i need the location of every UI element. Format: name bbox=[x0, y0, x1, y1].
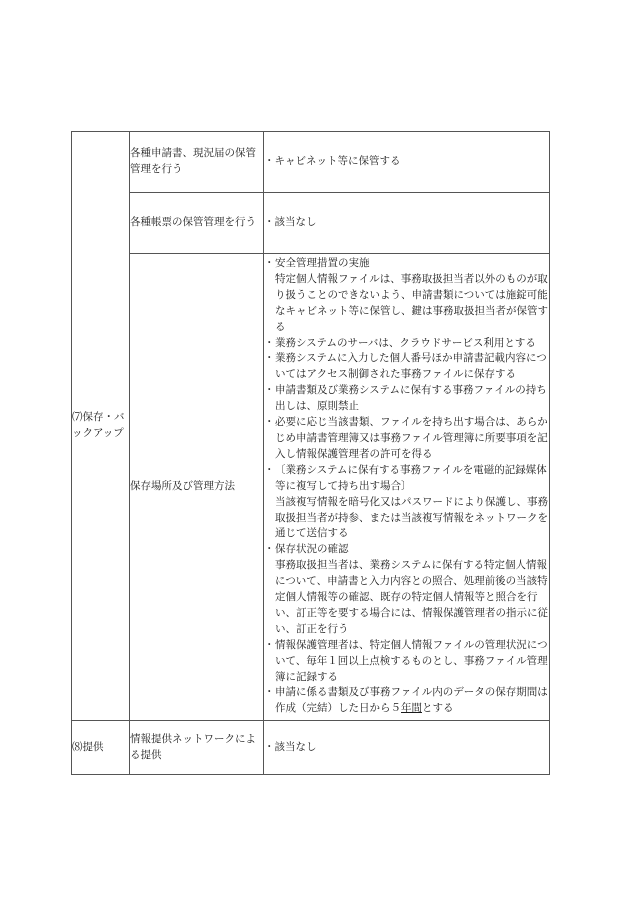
item-label: 情報提供ネットワークによる提供 bbox=[130, 732, 256, 761]
list-item: ・ 業務システムのサーバは、クラウドサービス利用とする bbox=[264, 336, 536, 349]
category-storage-backup bbox=[72, 132, 130, 721]
underlined-term: 年間 bbox=[401, 702, 422, 715]
list-item: ・ 情報保護管理者は、特定個人情報ファイルの管理状況について、毎年１回以上点検するものとし、事務ファイル管理簿に記録する bbox=[264, 638, 548, 683]
item-label: 各種申請書、現況届の保管管理を行う bbox=[130, 147, 256, 175]
content-cell bbox=[264, 193, 550, 254]
item-cell bbox=[130, 721, 264, 775]
content-text: ・該当なし bbox=[264, 740, 317, 753]
content-cell bbox=[264, 254, 550, 721]
list-item: ・ 必要に応じ当該書類、ファイルを持ち出す場合は、あらかじめ申請書管理簿又は事務ファイル管理簿に所要事項を記入し情報保護管理者の許可を得る bbox=[264, 416, 548, 460]
category-label: ⑻提供 bbox=[72, 740, 104, 753]
table-row bbox=[72, 721, 550, 775]
item-cell bbox=[130, 193, 264, 254]
category-label: ⑺保存・バックアップ bbox=[72, 411, 125, 440]
content-text: ・該当なし bbox=[264, 216, 317, 229]
list-item-body: 事務取扱担当者は、業務システムに保有する特定個人情報について、申請書と入力内容との照合、処理前後の当該特定個人情報等の確認、既存の特定個人情報等と照合を行い、訂正等を要する場合には、情報保護管理者の指示に従い、訂正を行う bbox=[275, 559, 548, 635]
item-cell bbox=[130, 132, 264, 193]
content-cell bbox=[264, 721, 550, 775]
list-item: ・ 申請書類及び業務システムに保有する事務ファイルの持ち出しは、原則禁止 bbox=[264, 384, 547, 413]
list-item-body: 特定個人情報ファイルは、事務取扱担当者以外のものが取り扱うことのできないよう、申請書類については施錠可能なキャビネット等に保管し、鍵は事務取扱担当者が保管する bbox=[275, 272, 548, 333]
list-item: ・ 申請に係る書類及び事務ファイル内のデータの保存期間は作成（完結）した日から５年間とする bbox=[264, 686, 548, 715]
list-item: ・ 安全管理措置の実施 bbox=[264, 257, 370, 269]
list-item: ・ 業務システムに入力した個人番号ほか申請書記載内容についてはアクセス制御された事務ファイルに保存する bbox=[264, 352, 547, 381]
list-item-body: 当該複写情報を暗号化又はパスワードにより保護し、事務取扱担当者が持参、または当該複写情報をネットワークを通じて送信する bbox=[275, 495, 548, 540]
list-item: ・ 〔業務システムに保有する事務ファイルを電磁的記録媒体等に複写して持ち出す場合〕 bbox=[264, 463, 547, 492]
table-row bbox=[72, 193, 550, 254]
document-table bbox=[71, 131, 550, 775]
list-item: ・ 保存状況の確認 bbox=[264, 543, 349, 556]
item-label: 保存場所及び管理方法 bbox=[130, 480, 235, 493]
table-row bbox=[72, 132, 550, 193]
content-text: ・キャビネット等に保管する bbox=[264, 155, 401, 168]
item-label: 各種帳票の保管管理を行う bbox=[130, 216, 256, 229]
category-provision bbox=[72, 721, 130, 775]
table-row bbox=[72, 254, 550, 721]
content-cell bbox=[264, 132, 550, 193]
item-cell bbox=[130, 254, 264, 721]
